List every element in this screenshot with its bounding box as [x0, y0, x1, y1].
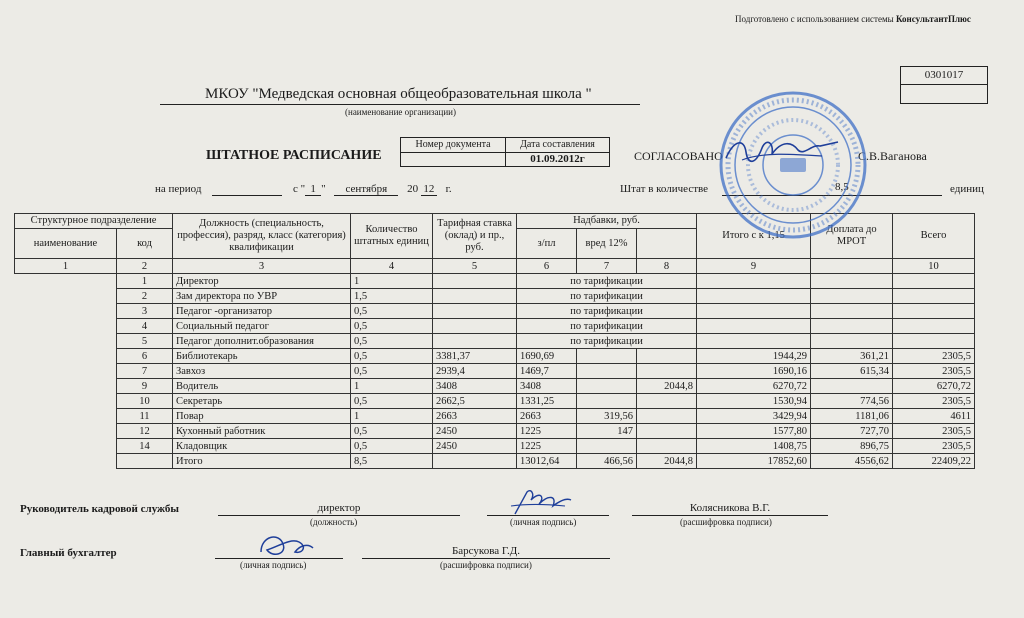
dept-name-cell: [15, 379, 117, 394]
period-month: сентября: [334, 183, 398, 196]
rate-cell: [433, 274, 517, 289]
org-caption: (наименование организации): [345, 107, 456, 117]
rate-cell: [433, 304, 517, 319]
code-cell: 3: [117, 304, 173, 319]
col-all: Всего: [893, 214, 975, 259]
mrot-cell: [811, 319, 893, 334]
code-cell: 4: [117, 319, 173, 334]
mrot-cell: 1181,06: [811, 409, 893, 424]
position-cell: Педагог дополнит.образования: [173, 334, 351, 349]
dept-name-cell: [15, 304, 117, 319]
page-title: ШТАТНОЕ РАСПИСАНИЕ: [206, 148, 382, 163]
approver-name: С.В.Ваганова: [858, 149, 927, 163]
col-num: 9: [697, 259, 811, 274]
code-cell: 1: [117, 274, 173, 289]
hr-sign-caption: (личная подпись): [510, 517, 577, 527]
staff-count-label: Штат в количестве: [620, 183, 709, 195]
all-cell: [893, 304, 975, 319]
dept-name-cell: [15, 319, 117, 334]
col-mrot: Доплата до МРОТ: [811, 214, 893, 259]
dept-name-cell: [15, 424, 117, 439]
code-cell: 12: [117, 424, 173, 439]
table-row: [15, 334, 975, 349]
dept-name-cell: [15, 364, 117, 379]
mrot-cell: [811, 274, 893, 289]
col-dept: Структурное подразделение: [15, 214, 173, 229]
total-cell: 1408,75: [697, 439, 811, 454]
rate-cell: 2662,5: [433, 394, 517, 409]
count-cell: 0,5: [351, 424, 433, 439]
allow1-cell: 1469,7: [517, 364, 577, 379]
tariff-note-cell: по тарификации: [517, 289, 697, 304]
col-dept-name: наименование: [15, 229, 117, 259]
all-cell: 2305,5: [893, 394, 975, 409]
mrot-cell: [811, 334, 893, 349]
rate-cell: 3381,37: [433, 349, 517, 364]
period-from: с ": [292, 183, 306, 195]
allow3-cell: [637, 349, 697, 364]
approved-label: СОГЛАСОВАНО: [634, 149, 723, 163]
code-cell: 2: [117, 289, 173, 304]
col-num: 6: [517, 259, 577, 274]
code-cell: 14: [117, 439, 173, 454]
total-row: [15, 454, 975, 469]
okud-code: 0301017: [901, 67, 987, 85]
allow3-cell: [637, 439, 697, 454]
tariff-note-cell: по тарификации: [517, 319, 697, 334]
count-cell: 0,5: [351, 439, 433, 454]
allow1-cell: 2663: [517, 409, 577, 424]
staff-table: [14, 213, 975, 469]
position-cell: Секретарь: [173, 394, 351, 409]
table-row: [15, 319, 975, 334]
position-cell: Кухонный работник: [173, 424, 351, 439]
dept-name-cell: [15, 349, 117, 364]
allow2-cell: 319,56: [577, 409, 637, 424]
count-cell: 0,5: [351, 349, 433, 364]
staff-count-value: 8,5: [835, 181, 849, 193]
rate-cell: 3408: [433, 379, 517, 394]
okud-box: [900, 66, 988, 104]
allow2-cell: [577, 439, 637, 454]
all-cell: 6270,72: [893, 379, 975, 394]
mrot-cell: 361,21: [811, 349, 893, 364]
position-cell: Завхоз: [173, 364, 351, 379]
count-cell: 0,5: [351, 394, 433, 409]
table-row: [15, 439, 975, 454]
period-blank: [212, 183, 282, 196]
total-allow2-cell: 466,56: [577, 454, 637, 469]
table-row: [15, 289, 975, 304]
hr-name-caption: (расшифровка подписи): [680, 517, 772, 527]
doc-date-label: Дата составления: [506, 138, 609, 153]
position-cell: Директор: [173, 274, 351, 289]
total-all-cell: 22409,22: [893, 454, 975, 469]
acc-name-caption: (расшифровка подписи): [440, 560, 532, 570]
dept-name-cell: [15, 289, 117, 304]
rate-cell: 2450: [433, 424, 517, 439]
period-year-prefix: 20: [407, 183, 419, 195]
rate-cell: [433, 289, 517, 304]
mrot-cell: 615,34: [811, 364, 893, 379]
all-cell: [893, 334, 975, 349]
col-num: 8: [637, 259, 697, 274]
all-cell: 4611: [893, 409, 975, 424]
table-row: [15, 409, 975, 424]
table-row: [15, 424, 975, 439]
total-allow1-cell: 13012,64: [517, 454, 577, 469]
dept-name-cell: [15, 439, 117, 454]
allow2-cell: [577, 364, 637, 379]
count-cell: 1,5: [351, 289, 433, 304]
total-cell: [697, 274, 811, 289]
period-year-unit: г.: [445, 183, 452, 195]
table-row: [15, 274, 975, 289]
position-cell: Повар: [173, 409, 351, 424]
count-cell: 1: [351, 379, 433, 394]
tariff-note-cell: по тарификации: [517, 274, 697, 289]
acc-label: Главный бухгалтер: [20, 547, 117, 559]
staff-count-unit: единиц: [950, 183, 984, 195]
acc-sign-caption: (личная подпись): [240, 560, 307, 570]
total-cell: 1577,80: [697, 424, 811, 439]
position-cell: Водитель: [173, 379, 351, 394]
col-num: 4: [351, 259, 433, 274]
all-cell: [893, 289, 975, 304]
col-count: Количество штатных единиц: [351, 214, 433, 259]
hr-label: Руководитель кадровой службы: [20, 503, 179, 515]
rate-cell: 2663: [433, 409, 517, 424]
total-cell: 6270,72: [697, 379, 811, 394]
total-label-cell: Итого: [173, 454, 351, 469]
mrot-cell: [811, 304, 893, 319]
hr-position: директор: [317, 502, 361, 514]
hr-position-line: [218, 515, 460, 516]
code-cell: 11: [117, 409, 173, 424]
all-cell: 2305,5: [893, 424, 975, 439]
mrot-cell: 774,56: [811, 394, 893, 409]
code-cell: [117, 454, 173, 469]
doc-date: 01.09.2012г: [530, 153, 585, 165]
allow1-cell: 1690,69: [517, 349, 577, 364]
dept-name-cell: [15, 394, 117, 409]
total-mrot-cell: 4556,62: [811, 454, 893, 469]
table-row: [15, 394, 975, 409]
col-allow2: вред 12%: [577, 229, 637, 259]
position-cell: Зам директора по УВР: [173, 289, 351, 304]
org-name: МКОУ "Медведская основная общеобразовательная школа ": [205, 86, 592, 102]
position-cell: Социальный педагог: [173, 319, 351, 334]
prepared-note: Подготовлено с использованием системы КонсультантПлюс: [735, 14, 971, 24]
allow3-cell: [637, 424, 697, 439]
hr-signature: [505, 486, 575, 518]
total-allow3-cell: 2044,8: [637, 454, 697, 469]
all-cell: [893, 319, 975, 334]
col-allow3: [637, 229, 697, 259]
total-count-cell: 8,5: [351, 454, 433, 469]
rate-cell: 2939,4: [433, 364, 517, 379]
rate-cell: [433, 319, 517, 334]
dept-name-cell: [15, 454, 117, 469]
count-cell: 0,5: [351, 334, 433, 349]
col-total-k: Итого с к 1,15: [697, 214, 811, 259]
approver-signature: [722, 132, 842, 168]
col-dept-code: код: [117, 229, 173, 259]
mrot-cell: 727,70: [811, 424, 893, 439]
col-num: 3: [173, 259, 351, 274]
col-num: [811, 259, 893, 274]
count-cell: 0,5: [351, 364, 433, 379]
code-cell: 9: [117, 379, 173, 394]
code-cell: 10: [117, 394, 173, 409]
col-position: Должность (специальность, профессия), разряд, класс (категория) квалификации: [173, 214, 351, 259]
mrot-cell: 896,75: [811, 439, 893, 454]
table-row: [15, 349, 975, 364]
total-cell: 1530,94: [697, 394, 811, 409]
hr-position-caption: (должность): [310, 517, 358, 527]
table-row: [15, 304, 975, 319]
dept-name-cell: [15, 274, 117, 289]
allow1-cell: 1225: [517, 424, 577, 439]
count-cell: 0,5: [351, 304, 433, 319]
count-cell: 1: [351, 274, 433, 289]
hr-name: Колясникова В.Г.: [689, 502, 771, 514]
allow1-cell: 1225: [517, 439, 577, 454]
count-cell: 0,5: [351, 319, 433, 334]
total-cell: [697, 334, 811, 349]
allow2-cell: 147: [577, 424, 637, 439]
acc-name: Барсукова Г.Д.: [451, 545, 521, 557]
mrot-cell: [811, 289, 893, 304]
tariff-note-cell: по тарификации: [517, 334, 697, 349]
allow1-cell: 3408: [517, 379, 577, 394]
tariff-note-cell: по тарификации: [517, 304, 697, 319]
allow3-cell: [637, 409, 697, 424]
table-row: [15, 364, 975, 379]
accountant-signature: [255, 528, 315, 562]
col-num: 5: [433, 259, 517, 274]
period-quote-close: ": [321, 183, 326, 195]
all-cell: [893, 274, 975, 289]
position-cell: Кладовщик: [173, 439, 351, 454]
doc-info-box: [400, 137, 610, 167]
col-allowances: Надбавки, руб.: [517, 214, 697, 229]
col-rate: Тарифная ставка (оклад) и пр., руб.: [433, 214, 517, 259]
table-row: [15, 379, 975, 394]
doc-number: [401, 152, 506, 166]
total-cell: [697, 289, 811, 304]
mrot-cell: [811, 379, 893, 394]
count-cell: 1: [351, 409, 433, 424]
total-cell: [697, 319, 811, 334]
col-num: 2: [117, 259, 173, 274]
allow3-cell: 2044,8: [637, 379, 697, 394]
acc-name-line: [362, 558, 610, 559]
all-cell: 2305,5: [893, 439, 975, 454]
hr-name-line: [632, 515, 828, 516]
col-num: 1: [15, 259, 117, 274]
total-rate-cell: [433, 454, 517, 469]
rate-cell: [433, 334, 517, 349]
doc-number-label: Номер документа: [401, 138, 506, 153]
rate-cell: 2450: [433, 439, 517, 454]
all-cell: 2305,5: [893, 364, 975, 379]
period-line: [155, 183, 452, 196]
code-cell: 6: [117, 349, 173, 364]
col-num: 10: [893, 259, 975, 274]
position-cell: Библиотекарь: [173, 349, 351, 364]
col-allow1: з/пл: [517, 229, 577, 259]
position-cell: Педагог -организатор: [173, 304, 351, 319]
total-cell: 3429,94: [697, 409, 811, 424]
dept-name-cell: [15, 409, 117, 424]
period-label: на период: [155, 183, 202, 195]
dept-name-cell: [15, 334, 117, 349]
allow3-cell: [637, 394, 697, 409]
allow2-cell: [577, 394, 637, 409]
org-underline: [160, 104, 640, 105]
total-cell: [697, 304, 811, 319]
allow2-cell: [577, 349, 637, 364]
total-cell: 1944,29: [697, 349, 811, 364]
allow2-cell: [577, 379, 637, 394]
column-number-row: [15, 259, 975, 274]
period-year: 12: [421, 183, 437, 196]
all-cell: 2305,5: [893, 349, 975, 364]
total-sum-cell: 17852,60: [697, 454, 811, 469]
code-cell: 5: [117, 334, 173, 349]
allow3-cell: [637, 364, 697, 379]
code-cell: 7: [117, 364, 173, 379]
period-day: 1: [305, 183, 321, 196]
total-cell: 1690,16: [697, 364, 811, 379]
col-num: 7: [577, 259, 637, 274]
allow1-cell: 1331,25: [517, 394, 577, 409]
